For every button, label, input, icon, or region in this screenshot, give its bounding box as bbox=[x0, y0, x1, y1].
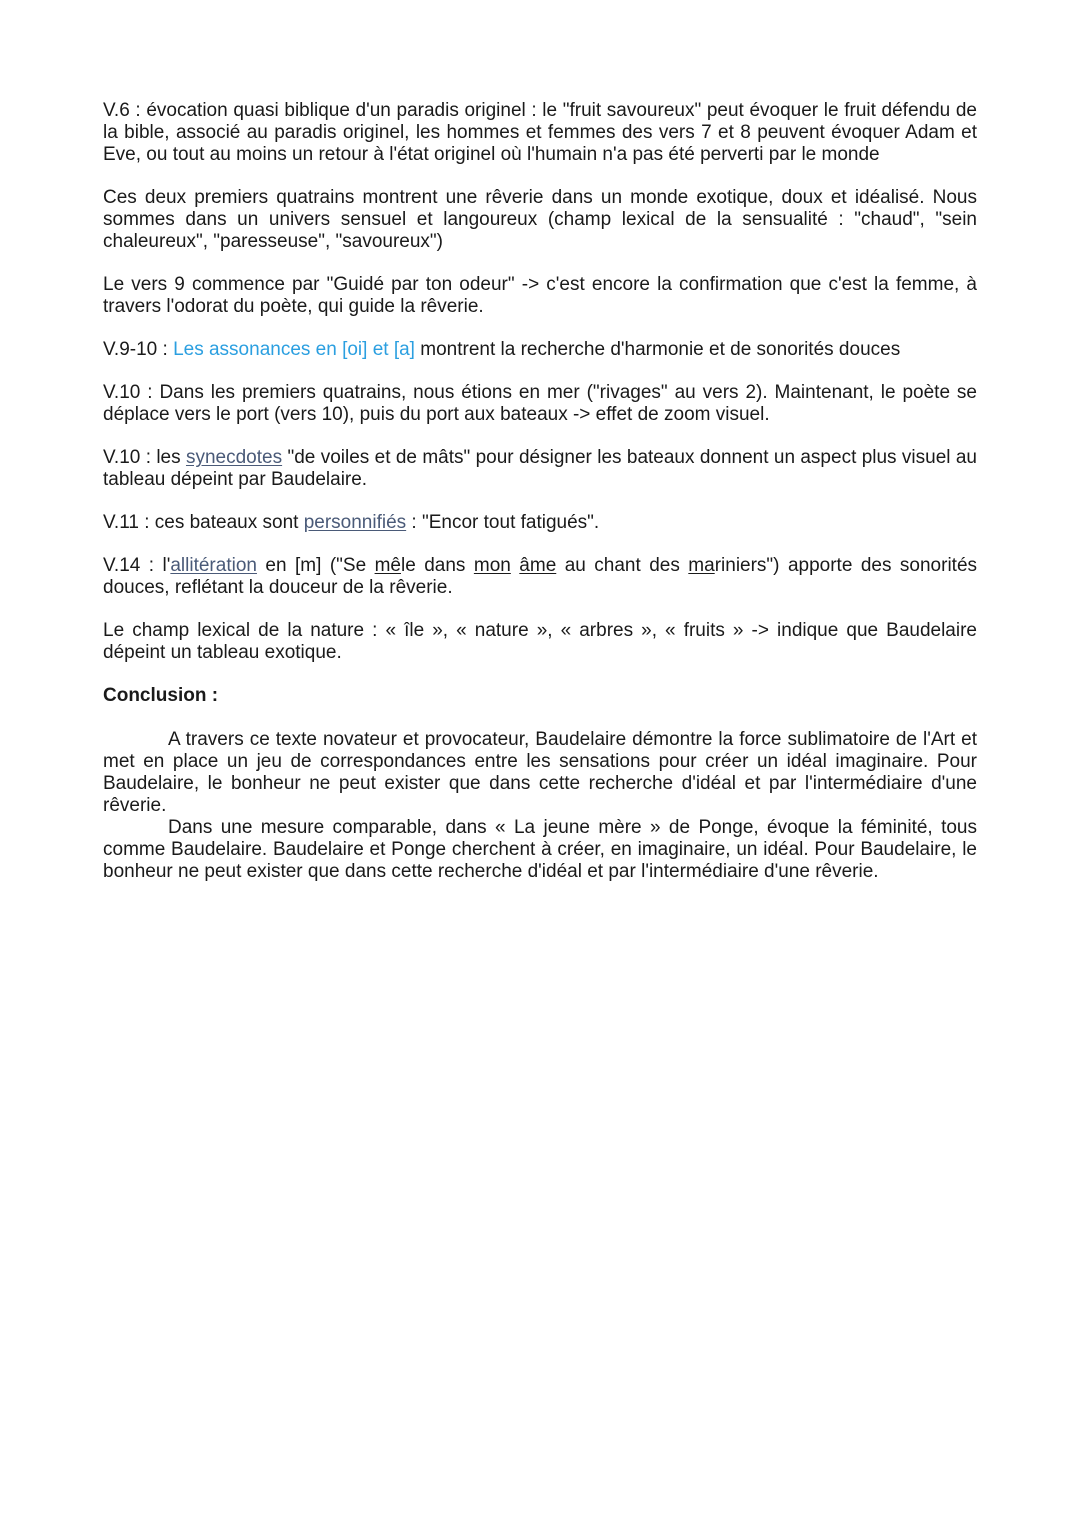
paragraph-v10-synecdotes bbox=[103, 447, 977, 491]
paragraph-v9-10 bbox=[103, 339, 977, 361]
assonances-highlight: Les assonances en [oi] et [a] bbox=[173, 339, 415, 360]
v9-10-prefix: V.9-10 : bbox=[103, 339, 174, 360]
v14-text-3: le dans bbox=[400, 555, 474, 576]
v14-text-5: au chant des bbox=[556, 555, 689, 576]
paragraph-v11 bbox=[103, 512, 977, 534]
conclusion-heading: Conclusion : bbox=[103, 685, 219, 706]
paragraph-vers9: Le vers 9 commence par "Guidé par ton odeur" -> c'est encore la confirmation que c'est la femme, à travers l'odorat du poète, qui guide la rêverie. bbox=[103, 274, 977, 317]
paragraph-v10-zoom: V.10 : Dans les premiers quatrains, nous étions en mer ("rivages" au vers 2). Maintenant, le poète se déplace vers le port (vers 10), puis du port aux bateaux -> effet de zoom visuel. bbox=[103, 382, 977, 425]
v10-prefix: V.10 : les bbox=[103, 447, 186, 468]
underlined-syllable: âme bbox=[519, 555, 557, 576]
conclusion-paragraph-2: Dans une mesure comparable, dans « La jeune mère » de Ponge, évoque la féminité, tous comme Baudelaire. Baudelaire et Ponge cherchent à créer, en imaginaire, un idéal. Pour Baudelaire, le bonheur ne peut exister que dans cette recherche d'idéal et par l'intermédiaire d'une rêverie. bbox=[103, 817, 977, 882]
v14-text-6: riniers") apporte des sonorités douces, reflétant la douceur de la rêverie. bbox=[103, 555, 978, 598]
alliteration-link[interactable]: allitération bbox=[170, 555, 257, 576]
v9-10-rest: montrent la recherche d'harmonie et de sonorités douces bbox=[414, 339, 901, 360]
conclusion-paragraph-1: A travers ce texte novateur et provocateur, Baudelaire démontre la force sublimatoire de l'Art et met en place un jeu de correspondances entre les sensations pour créer un idéal imaginaire. Pour Baudelaire, le bonheur ne peut exister que dans cette recherche d'idéal et par l'intermédiaire d'une rêverie. bbox=[103, 729, 977, 816]
paragraph-nature: Le champ lexical de la nature : « île », « nature », « arbres », « fruits » -> indique que Baudelaire dépeint un tableau exotique. bbox=[103, 620, 977, 663]
personnifies-link[interactable]: personnifiés bbox=[303, 512, 407, 533]
paragraph-v14 bbox=[103, 555, 977, 599]
document-page bbox=[103, 100, 977, 883]
v11-prefix: V.11 : ces bateaux sont bbox=[103, 512, 304, 533]
underlined-syllable: ma bbox=[688, 555, 715, 576]
paragraph-quatrains: Ces deux premiers quatrains montrent une rêverie dans un monde exotique, doux et idéalisé. Nous sommes dans un univers sensuel et langoureux (champ lexical de la sensualité : "chaud", "sein chaleureux", "paresseuse", "savoureux") bbox=[103, 187, 977, 252]
synecdotes-link[interactable]: synecdotes bbox=[185, 447, 283, 468]
v14-text-1: V.14 : l' bbox=[103, 555, 171, 576]
v10-rest: "de voiles et de mâts" pour désigner les bateaux donnent un aspect plus visuel au tableau dépeint par Baudelaire. bbox=[103, 447, 977, 490]
underlined-syllable: mê bbox=[374, 555, 401, 576]
v14-text-2: en [m] ("Se bbox=[256, 555, 375, 576]
v11-rest: : "Encor tout fatigués". bbox=[406, 512, 600, 533]
paragraph-v6: V.6 : évocation quasi biblique d'un paradis originel : le "fruit savoureux" peut évoquer le fruit défendu de la bible, associé au paradis originel, les hommes et femmes des vers 7 et 8 peuvent évoquer Adam et Eve, ou tout au moins un retour à l'état originel où l'humain n'a pas été perverti par le monde bbox=[103, 100, 977, 165]
conclusion-section bbox=[103, 729, 977, 883]
underlined-syllable: mon bbox=[473, 555, 511, 576]
